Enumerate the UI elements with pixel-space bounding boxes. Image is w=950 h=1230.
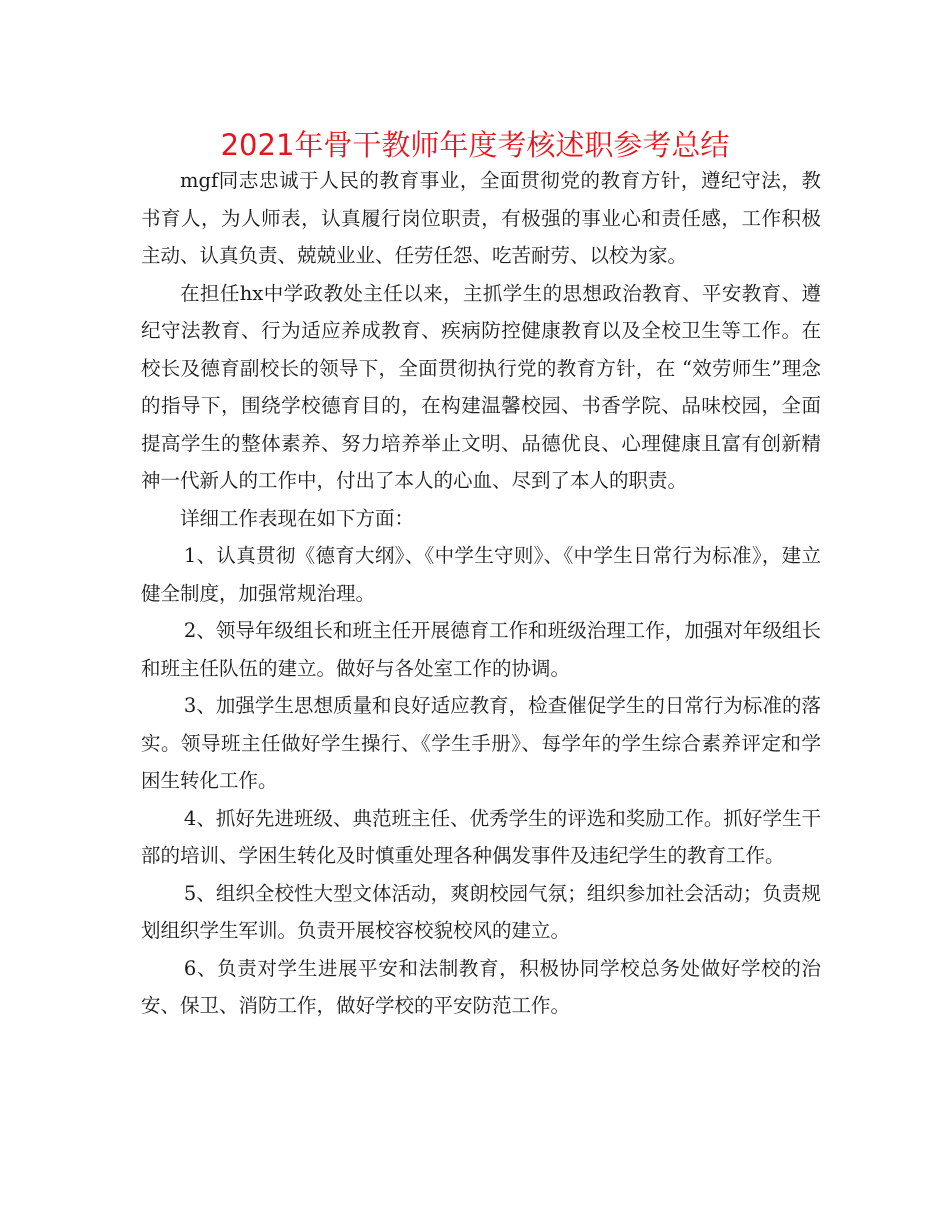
document-title: 2021年骨干教师年度考核述职参考总结 xyxy=(220,128,730,162)
paragraph-role: 在担任hx中学政教处主任以来，主抓学生的思想政治教育、平安教育、遵纪守法教育、行为适应养成教育、疾病防控健康教育以及全校卫生等工作。在校长及德育副校长的领导下，全面贯彻执行党的教育方针，在 “效劳师生”理念的指导下，围绕学校德育目的，在构建温馨校园、书香学院、品味校园，全面提高学生的整体素养、努力培养举止文明、品德优良、心理健康且富有创新精神一代新人的工作中，付出了本人的心血、尽到了本人的职责。 xyxy=(141,281,821,492)
paragraph-intro: mgf同志忠诚于人民的教育事业，全面贯彻党的教育方针，遵纪守法，教书育人，为人师表，认真履行岗位职责，有极强的事业心和责任感，工作积极主动、认真负责、兢兢业业、任劳任怨、吃苦耐劳、以校为家。 xyxy=(141,169,821,267)
document-body xyxy=(141,162,821,1025)
paragraph-work-heading: 详细工作表现在如下方面： xyxy=(180,506,415,530)
list-item-4: 4、抓好先进班级、典范班主任、优秀学生的评选和奖励工作。抓好学生干部的培训、学困生转化及时慎重处理各种偶发事件及违纪学生的教育工作。 xyxy=(141,806,821,867)
list-item-1: 1、认真贯彻《德育大纲》、《中学生守则》、《中学生日常行为标准》，建立健全制度，加强常规治理。 xyxy=(141,544,821,605)
list-item-5: 5、组织全校性大型文体活动，爽朗校园气氛；组织参加社会活动；负责规划组织学生军训。负责开展校容校貌校风的建立。 xyxy=(141,881,821,942)
list-item-2: 2、领导年级组长和班主任开展德育工作和班级治理工作，加强对年级组长和班主任队伍的建立。做好与各处室工作的协调。 xyxy=(141,619,821,680)
list-item-3: 3、加强学生思想质量和良好适应教育，检查催促学生的日常行为标准的落实。领导班主任做好学生操行、《学生手册》、每学年的学生综合素养评定和学困生转化工作。 xyxy=(141,694,821,792)
list-item-6: 6、负责对学生进展平安和法制教育，积极协同学校总务处做好学校的治安、保卫、消防工作，做好学校的平安防范工作。 xyxy=(141,956,821,1017)
